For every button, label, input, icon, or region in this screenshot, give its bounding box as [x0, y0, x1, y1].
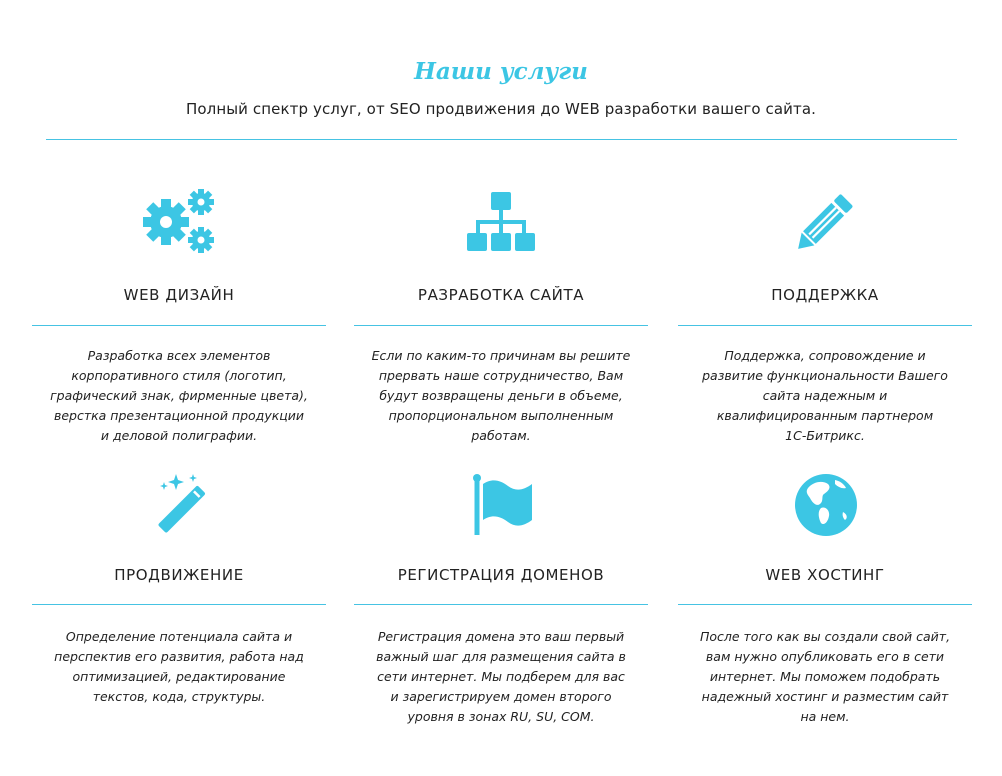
- description-line: Если по каким-то причинам вы решите: [371, 348, 631, 363]
- description-line: Поддержка, сопровождение и: [724, 348, 926, 363]
- service-title: РЕГИСТРАЦИЯ ДОМЕНОВ: [397, 566, 605, 584]
- service-divider: [32, 325, 326, 326]
- description-line: интернет. Мы поможем подобрать: [709, 669, 941, 684]
- description-line: Разработка всех элементов: [87, 348, 271, 363]
- description-line: После того как вы создали свой сайт,: [699, 629, 951, 644]
- service-divider: [678, 325, 972, 326]
- service-description: [32, 627, 326, 707]
- description-line: вам нужно опубликовать его в сети: [705, 649, 945, 664]
- magic-wand-icon: [32, 460, 326, 540]
- page-title: Наши услуги: [414, 58, 588, 85]
- description-line: сети интернет. Мы подберем для вас: [377, 669, 625, 684]
- description-line: и зарегистрируем домен второго: [390, 689, 612, 704]
- description-line: надежный хостинг и разместим сайт: [701, 689, 949, 704]
- description-line: графический знак, фирменные цвета),: [50, 388, 308, 403]
- service-description: [32, 346, 326, 446]
- description-line: важный шаг для размещения сайта в: [376, 649, 626, 664]
- description-line: квалифицированным партнером: [716, 408, 934, 423]
- sitemap-icon: [354, 180, 648, 260]
- flag-icon: [354, 460, 648, 540]
- description-line: 1С-Битрикс.: [785, 428, 865, 443]
- description-line: оптимизацией, редактирование: [72, 669, 286, 684]
- description-line: уровня в зонах RU, SU, COM.: [407, 709, 595, 724]
- description-line: Регистрация домена это ваш первый: [377, 629, 625, 644]
- service-description: [678, 627, 972, 727]
- description-line: на нем.: [800, 709, 850, 724]
- gears-icon: [32, 180, 326, 260]
- description-line: прервать наше сотрудничество, Вам: [378, 368, 624, 383]
- service-divider: [32, 604, 326, 605]
- description-line: текстов, кода, структуры.: [92, 689, 266, 704]
- page-subtitle: Полный спектр услуг, от SEO продвижения до WEB разработки вашего сайта.: [185, 100, 817, 118]
- header-divider: [46, 139, 957, 140]
- description-line: пропорциональном выполненным: [388, 408, 614, 423]
- description-line: верстка презентационной продукции: [53, 408, 305, 423]
- service-description: [354, 627, 648, 727]
- pencil-icon: [678, 180, 972, 260]
- service-divider: [678, 604, 972, 605]
- service-title: РАЗРАБОТКА САЙТА: [417, 286, 585, 304]
- description-line: и деловой полиграфии.: [100, 428, 258, 443]
- service-title: ПОДДЕРЖКА: [771, 286, 879, 304]
- globe-icon: [678, 460, 972, 540]
- service-divider: [354, 604, 648, 605]
- service-title: WEB ДИЗАЙН: [123, 286, 235, 304]
- description-line: Определение потенциала сайта и: [65, 629, 293, 644]
- description-line: сайта надежным и: [762, 388, 888, 403]
- description-line: будут возвращены деньги в объеме,: [379, 388, 623, 403]
- description-line: корпоративного стиля (логотип,: [71, 368, 287, 383]
- service-description: [678, 346, 972, 446]
- service-title: ПРОДВИЖЕНИЕ: [114, 566, 244, 584]
- service-description: [354, 346, 648, 446]
- description-line: перспектив его развития, работа над: [54, 649, 304, 664]
- service-divider: [354, 325, 648, 326]
- description-line: развитие функциональности Вашего: [702, 368, 948, 383]
- description-line: работам.: [471, 428, 531, 443]
- service-title: WEB ХОСТИНГ: [765, 566, 885, 584]
